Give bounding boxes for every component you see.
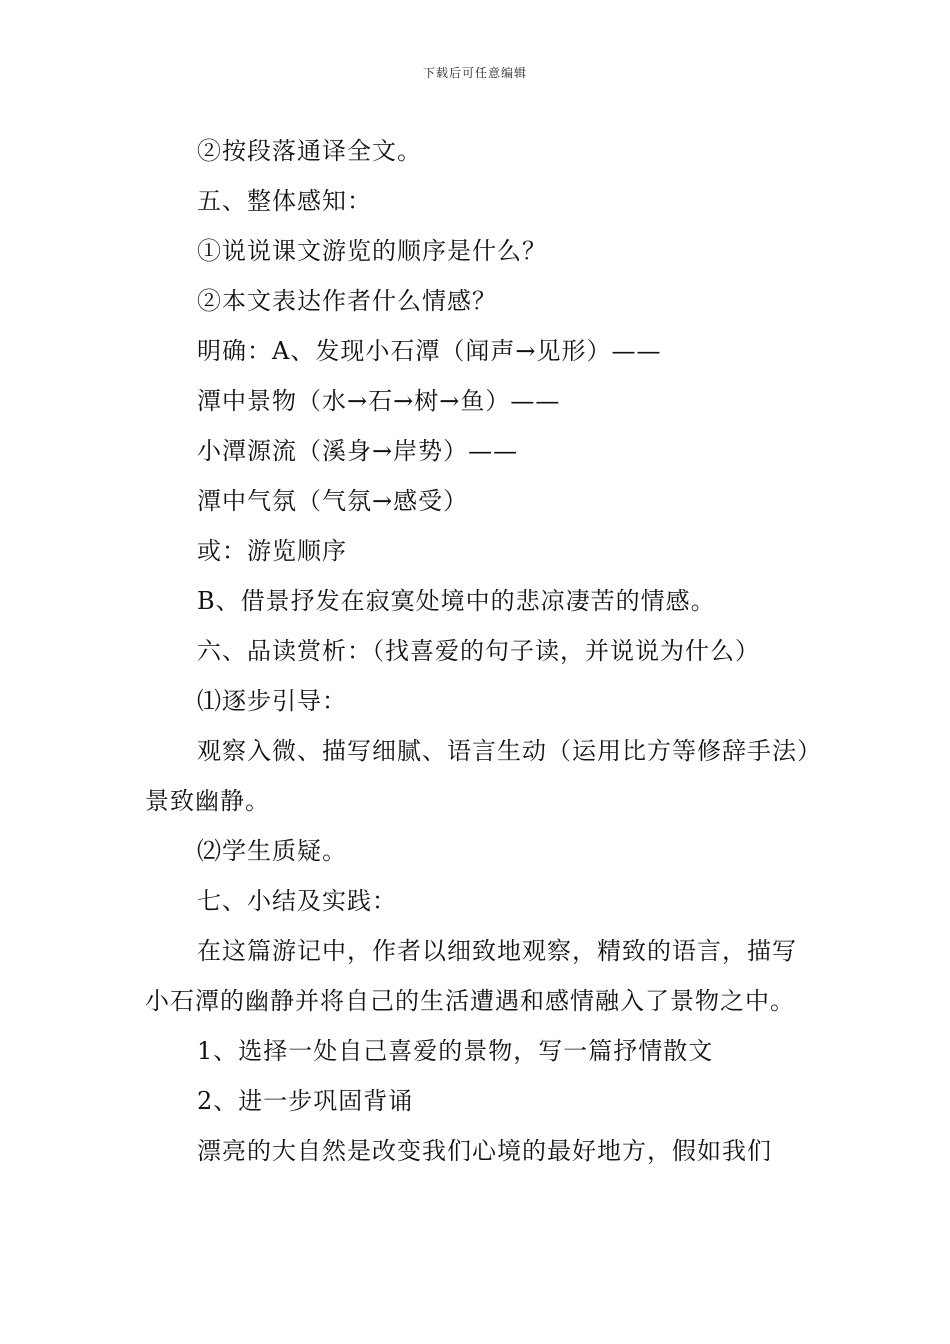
paragraph: 明确：A、发现小石潭（闻声→见形）—— (197, 337, 662, 365)
paragraph: 潭中气氛（气氛→感受） (197, 487, 469, 515)
document-body (145, 126, 810, 1176)
page-header: 下载后可任意编辑 (422, 66, 527, 80)
section-heading: 七、小结及实践： (197, 887, 397, 915)
paragraph: ②本文表达作者什么情感？ (197, 287, 497, 315)
paragraph: B、借景抒发在寂寞处境中的悲凉凄苦的情感。 (197, 587, 716, 615)
paragraph: 潭中景物（水→石→树→鱼）—— (197, 387, 561, 415)
paragraph: ②按段落通译全文。 (197, 137, 422, 165)
paragraph: 或：游览顺序 (197, 537, 347, 565)
paragraph: 1、选择一处自己喜爱的景物，写一篇抒情散文 (197, 1037, 714, 1065)
paragraph: 2、进一步巩固背诵 (197, 1087, 414, 1115)
section-heading: 六、品读赏析：（找喜爱的句子读，并说说为什么） (197, 637, 760, 665)
paragraph: 观察入微、描写细腻、语言生动（运用比方等修辞手法）景致幽静。 (145, 737, 810, 815)
paragraph: 小潭源流（溪身→岸势）—— (197, 437, 519, 465)
paragraph: 漂亮的大自然是改变我们心境的最好地方，假如我们 (197, 1137, 772, 1165)
section-heading: 五、整体感知： (197, 187, 372, 215)
paragraph: ⑵学生质疑。 (197, 837, 347, 865)
paragraph: ①说说课文游览的顺序是什么？ (197, 237, 547, 265)
paragraph: ⑴逐步引导： (197, 687, 347, 715)
paragraph: 在这篇游记中，作者以细致地观察，精致的语言，描写小石潭的幽静并将自己的生活遭遇和感情融入了景物之中。 (145, 937, 797, 1015)
